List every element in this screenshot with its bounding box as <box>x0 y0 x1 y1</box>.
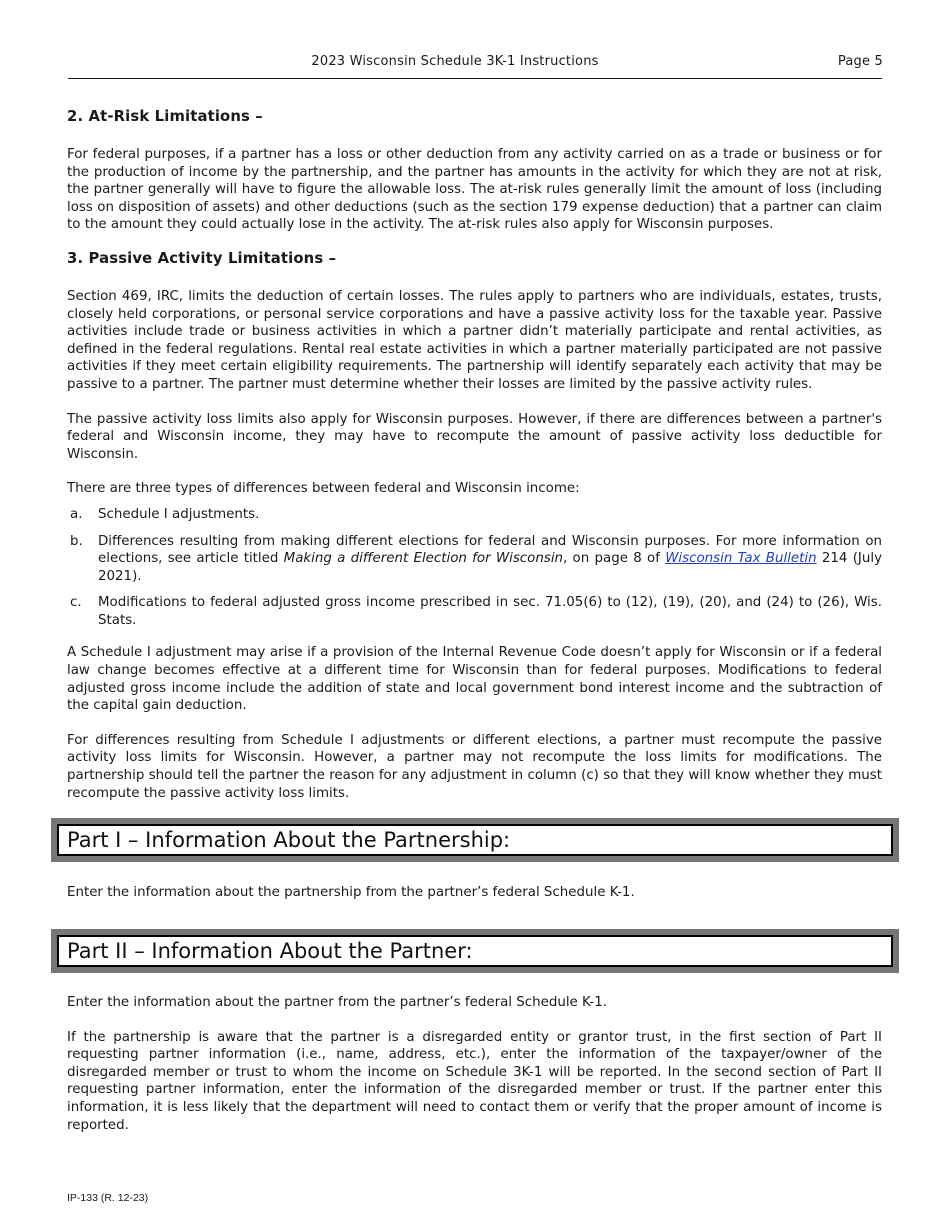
bulletin-number: 214 <box>816 551 848 567</box>
main-content <box>67 107 882 802</box>
article-title: Making a different Election for Wisconsin <box>283 551 564 567</box>
part1-paragraph: Enter the information about the partnership from the partner’s federal Schedule K-1. <box>67 885 635 900</box>
list-text-c: Modifications to federal adjusted gross income prescribed in sec. 71.05(6) to (12), (19), (20), and (24) to (26), Wis. Stats. <box>98 595 882 628</box>
list-letter-b: b. <box>70 533 83 549</box>
at-risk-paragraph: For federal purposes, if a partner has a loss or other deduction from any activity carried on as a trade or business or for the production of income by the partnership, and the partner has amounts in the activity for which they are not at risk, the partner generally will have to figure the allowable loss. The at-risk rules generally limit the amount of loss (including loss on disposition of assets) and other deductions (such as the section 179 expense deduction) that a partner can claim to the amount they could actually lose in the activity. The at-risk rules also apply for Wisconsin purposes. <box>67 147 882 233</box>
list-text-b-part2: , on page 8 of <box>563 551 666 567</box>
list-letter-a: a. <box>70 506 83 522</box>
form-identifier: IP-133 (R. 12-23) <box>67 1192 149 1204</box>
list-item-b <box>67 533 882 586</box>
part2-content <box>67 994 882 1134</box>
passive-paragraph-2: The passive activity loss limits also apply for Wisconsin purposes. However, if there are differences between a partner's federal and Wisconsin income, they may have to recompute the amount of passive activity loss deductible for Wisconsin. <box>67 411 882 462</box>
part2-paragraph-1: Enter the information about the partner from the partner’s federal Schedule K-1. <box>67 995 608 1010</box>
recompute-paragraph: For differences resulting from Schedule I adjustments or different elections, a partner must recompute the passive activity loss limits for Wisconsin. However, a partner may not recompute the loss limits for modifications. The partnership should tell the partner the reason for any adjustment in column (c) so that they will know whether they must recompute the passive activity loss limits. <box>67 732 882 801</box>
part2-paragraph-2: If the partnership is aware that the partner is a disregarded entity or grantor trust, in the first section of Part II requesting partner information (i.e., name, address, etc.), enter the information of the taxpayer/owner of the disregarded member or trust to whom the income on Schedule 3K-1 will be reported. In the second section of Part II requesting partner information, enter the information of the disregarded member or trust. If the partner enter this information, it is less likely that the department will need to contact them or verify that the proper amount of income is reported. <box>67 1029 882 1133</box>
header-divider <box>68 78 882 79</box>
passive-activity-heading: 3. Passive Activity Limitations – <box>67 249 337 267</box>
list-text-b-part3: (July 2021). <box>98 551 883 584</box>
tax-bulletin-link[interactable]: Wisconsin Tax Bulletin <box>665 551 817 567</box>
list-text-a: Schedule I adjustments. <box>98 506 260 522</box>
part1-heading-bar <box>51 818 899 862</box>
part2-heading-bar <box>51 929 899 973</box>
differences-intro: There are three types of differences between federal and Wisconsin income: <box>67 481 580 497</box>
list-item-c <box>67 594 882 629</box>
part1-heading: Part I – Information About the Partnership: <box>57 824 893 856</box>
at-risk-heading: 2. At-Risk Limitations – <box>67 108 263 125</box>
part2-heading: Part II – Information About the Partner: <box>57 935 893 967</box>
list-item-a <box>67 506 882 524</box>
document-title: 2023 Wisconsin Schedule 3K-1 Instructions <box>311 54 599 69</box>
passive-paragraph-1: Section 469, IRC, limits the deduction of certain losses. The rules apply to partners who are individuals, estates, trusts, closely held corporations, or personal service corporations and have a passive activity loss for the taxable year. Passive activities include trade or business activities in which a partner didn’t materially participate and rental activities, as defined in the federal regulations. Rental real estate activities in which a partner materially participated are not passive activities if they meet certain eligibility requirements. The partnership will identify separately each activity that may be passive to a partner. The partner must determine whether their losses are limited by the passive activity rules. <box>67 288 882 392</box>
schedule-i-paragraph: A Schedule I adjustment may arise if a provision of the Internal Revenue Code doesn’t apply for Wisconsin or if a federal law change becomes effective at a different time for Wisconsin than for federal purposes. Modifications to federal adjusted gross income include the addition of state and local government bond interest income and the subtraction of the capital gain deduction. <box>67 645 882 714</box>
page-number: Page 5 <box>837 54 883 69</box>
list-text-b-part1: Differences resulting from making different elections for federal and Wisconsin purposes. For more information on elections, see article titled <box>98 533 882 567</box>
list-letter-c: c. <box>70 595 82 611</box>
